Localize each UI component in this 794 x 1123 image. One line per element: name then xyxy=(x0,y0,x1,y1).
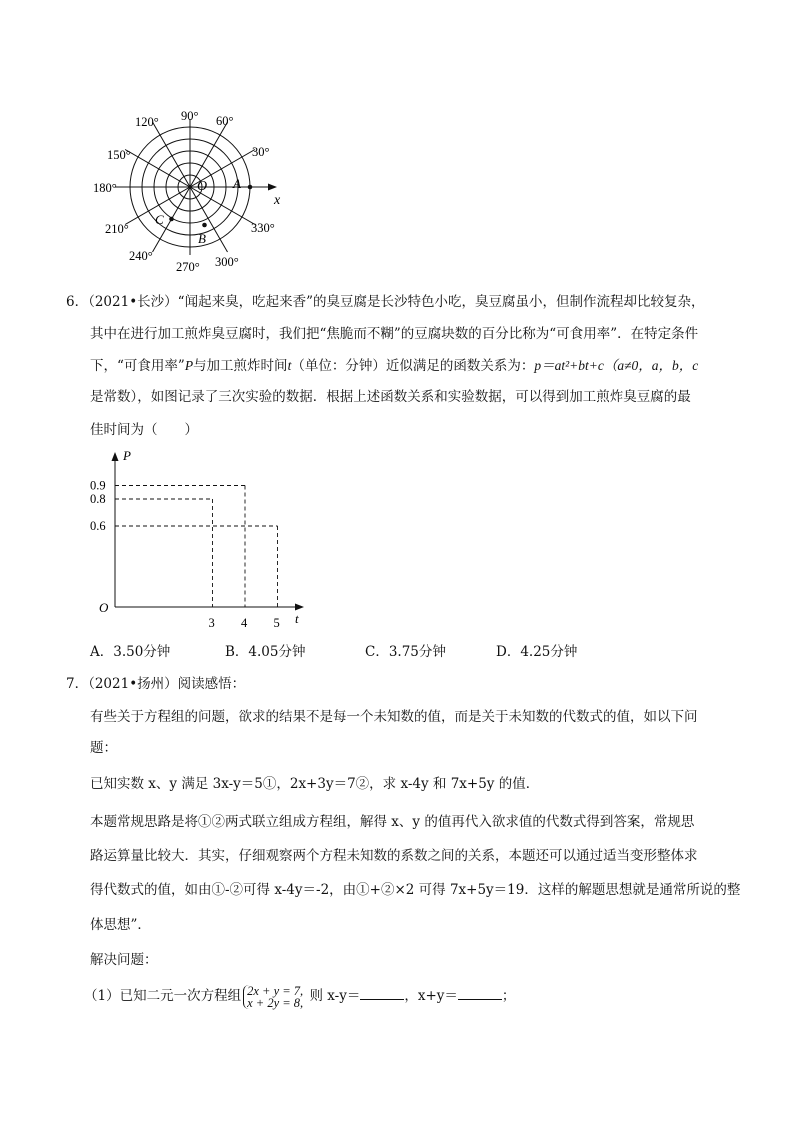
q7-solve: 解决问题： xyxy=(90,952,158,968)
answer-blank-x-plus-y[interactable] xyxy=(458,985,502,1000)
origin-label: O xyxy=(99,600,109,615)
q7-sub1-mid: 则 x-y＝ xyxy=(305,988,361,1004)
point-b-label: B xyxy=(198,231,206,246)
q6-chart xyxy=(88,440,318,635)
angle-label-300: 300° xyxy=(215,255,239,269)
origin-label: O xyxy=(197,179,208,194)
q6-line1-text: “闻起来臭，吃起来香”的臭豆腐是长沙特色小吃，臭豆腐虽小，但制作流程却比较复杂， xyxy=(177,294,705,310)
y-tick-label-2: 0.6 xyxy=(90,519,106,533)
q7-heading: 阅读感悟： xyxy=(177,676,246,692)
q7-number: 7． xyxy=(66,676,89,692)
q6-line-2: 其中在进行加工煎炸臭豆腐时，我们把“焦脆而不糊”的豆腐块数的百分比称为“可食用率”．在特定条件 xyxy=(90,326,699,342)
q7-sub1-end: ； xyxy=(501,988,516,1004)
y-axis-arrow xyxy=(112,452,119,461)
q6-line-4: 是常数），如图记录了三次实验的数据．根据上述函数关系和实验数据，可以得到加工煎炸臭豆腐的最 xyxy=(90,389,691,405)
q6-choice-c[interactable]: C．3.75分钟 xyxy=(365,644,446,660)
equation-2: x + 2y = 8, xyxy=(247,995,304,1010)
x-tick-label-1: 4 xyxy=(241,616,248,630)
q6-line-1 xyxy=(66,292,704,312)
x-axis-label: x xyxy=(274,193,281,208)
y-tick-label-1: 0.8 xyxy=(90,492,106,506)
q6-line3-c: （单位：分钟）近似满足的函数关系为： xyxy=(291,358,535,374)
x-axis-arrow xyxy=(295,604,304,611)
angle-label-60: 60° xyxy=(216,114,234,128)
q6-choice-b[interactable]: B．4.05分钟 xyxy=(225,644,306,660)
q7-p3-line2: 路运算量比较大．其实，仔细观察两个方程未知数的系数之间的关系，本题还可以通过适当变形整体求 xyxy=(90,848,698,864)
q6-line3-a: 下，“可食用率” xyxy=(90,358,185,374)
q7-sub1-mid2: ，x+y＝ xyxy=(404,988,458,1004)
q6-var-p: P xyxy=(184,358,194,373)
q6-number: 6． xyxy=(66,294,89,310)
q7-sub1 xyxy=(84,982,515,1010)
q7-p3-line3: 得代数式的值，如由①-②可得 x-4y＝-2，由①+②×2 可得 7x+5y＝19．这样的解题思想就是通常所说的整 xyxy=(90,882,741,898)
q6-line-5: 佳时间为（ ） xyxy=(90,422,198,438)
point-c-dot xyxy=(169,217,174,222)
q7-p3-line1: 本题常规思路是将①②两式联立组成方程组，解得 x、y 的值再代入欲求值的代数式得到答案，常规思 xyxy=(90,814,695,830)
q7-source: （2021•扬州） xyxy=(88,676,178,692)
q6-choice-a[interactable]: A．3.50分钟 xyxy=(90,644,171,660)
q7-p1-line1: 有些关于方程组的问题，欲求的结果不是每一个未知数的值，而是关于未知数的代数式的值，如以下问 xyxy=(90,709,698,725)
y-tick-label-0: 0.9 xyxy=(90,478,106,493)
q7-sub1-prefix: （1）已知二元一次方程组 xyxy=(84,988,242,1004)
q6-choice-d[interactable]: D．4.25分钟 xyxy=(496,644,578,660)
angle-label-150: 150° xyxy=(107,148,131,162)
equation-1: 2x + y = 7, xyxy=(247,983,304,998)
equation-system xyxy=(243,985,303,1009)
angle-label-210: 210° xyxy=(105,222,129,236)
point-c-label: C xyxy=(155,212,164,227)
q7-line-1 xyxy=(66,674,245,694)
polar-figure xyxy=(85,100,295,275)
angle-label-30: 30° xyxy=(252,145,270,159)
q7-p1-line2: 题： xyxy=(90,740,117,756)
angle-label-120: 120° xyxy=(135,115,159,129)
q7-p3-line4: 体思想”． xyxy=(90,917,151,933)
y-axis-label: P xyxy=(123,448,131,463)
x-tick-label-2: 5 xyxy=(273,616,280,630)
q6-source: （2021•长沙） xyxy=(88,294,178,310)
q6-line3-b: 与加工煎炸时间 xyxy=(193,358,288,374)
x-tick-label-0: 3 xyxy=(208,616,215,630)
angle-label-90: 90° xyxy=(181,109,199,123)
q6-formula: p＝at²+bt+c（a≠0，a，b，c xyxy=(534,358,699,373)
x-axis-label: t xyxy=(295,611,299,626)
angle-label-180: 180° xyxy=(93,181,117,195)
point-a-dot xyxy=(248,185,253,190)
q6-line-3 xyxy=(90,356,698,376)
point-b-dot xyxy=(202,223,207,228)
q7-p2: 已知实数 x、y 满足 3x-y＝5①，2x+3y＝7②，求 x-4y 和 7x+5y 的值． xyxy=(90,776,540,792)
angle-label-330: 330° xyxy=(251,221,275,235)
answer-blank-x-minus-y[interactable] xyxy=(360,985,404,1000)
point-a-label: A xyxy=(233,176,241,191)
q6-var-t: t xyxy=(287,358,292,373)
angle-label-270: 270° xyxy=(176,260,200,274)
angle-label-240: 240° xyxy=(129,249,153,263)
